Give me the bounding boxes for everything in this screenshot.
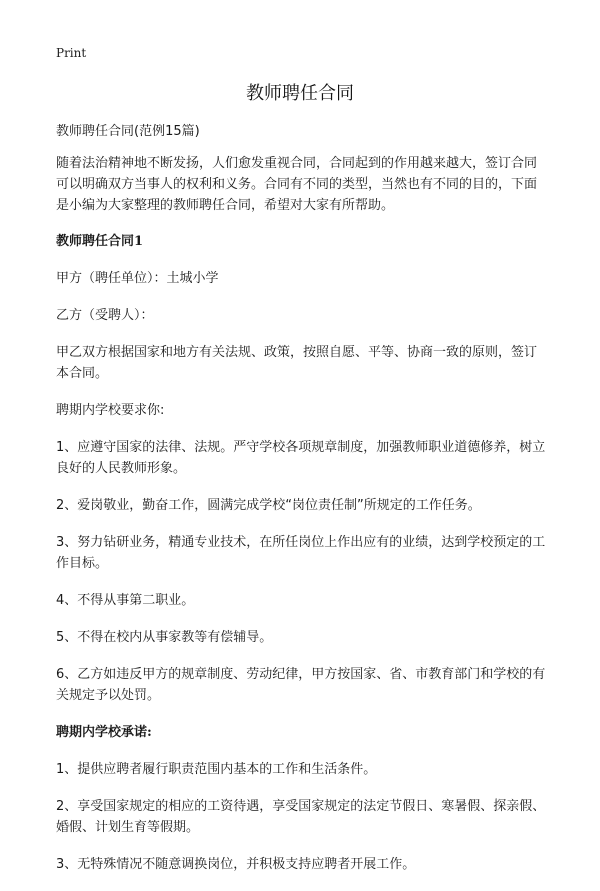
print-link[interactable]: Print (56, 46, 87, 60)
commitment-item: 3、无特殊情况不随意调换岗位，并积极支持应聘者开展工作。 (56, 857, 416, 872)
commitment-item: 2、享受国家规定的相应的工资待遇，享受国家规定的法定节假日、寒暑假、探亲假、婚假、计划生育等假期。 (56, 799, 546, 835)
document-body (56, 121, 548, 891)
requirement-item: 2、爱岗敬业，勤奋工作，圆满完成学校“岗位责任制”所规定的工作任务。 (56, 498, 481, 513)
requirement-item: 4、不得从事第二职业。 (56, 593, 195, 608)
party-b: 乙方（受聘人）： (56, 308, 154, 323)
party-a: 甲方（聘任单位）：土城小学 (56, 271, 219, 286)
requirement-item: 6、乙方如违反甲方的规章制度、劳动纪律，甲方按国家、省、市教育部门和学校的有关规定予以处罚。 (56, 667, 546, 703)
requirement-item: 3、努力钻研业务，精通专业技术，在所任岗位上作出应有的业绩，达到学校预定的工作目标。 (56, 535, 546, 571)
requirement-item: 5、不得在校内从事家教等有偿辅导。 (56, 630, 273, 645)
intro-paragraph: 随着法治精神地不断发扬，人们愈发重视合同，合同起到的作用越来越大，签订合同可以明确双方当事人的权利和义务。合同有不同的类型，当然也有不同的目的，下面是小编为大家整理的教师聘任合同，希望对大家有所帮助。 (56, 156, 538, 213)
requirements-intro: 聘期内学校要求你: (56, 403, 165, 418)
document-title: 教师聘任合同 (246, 83, 354, 104)
document-subtitle: 教师聘任合同(范例15篇) (56, 124, 200, 139)
agreement-paragraph: 甲乙双方根据国家和地方有关法规、政策，按照自愿、平等、协商一致的原则，签订本合同。 (56, 345, 538, 381)
requirement-item: 1、应遵守国家的法律、法规。严守学校各项规章制度，加强教师职业道德修养，树立良好的人民教师形象。 (56, 440, 546, 476)
commitment-item: 1、提供应聘者履行职责范围内基本的工作和生活条件。 (56, 762, 377, 777)
contract-heading: 教师聘任合同1 (56, 234, 144, 249)
commitments-heading: 聘期内学校承诺: (56, 725, 152, 740)
